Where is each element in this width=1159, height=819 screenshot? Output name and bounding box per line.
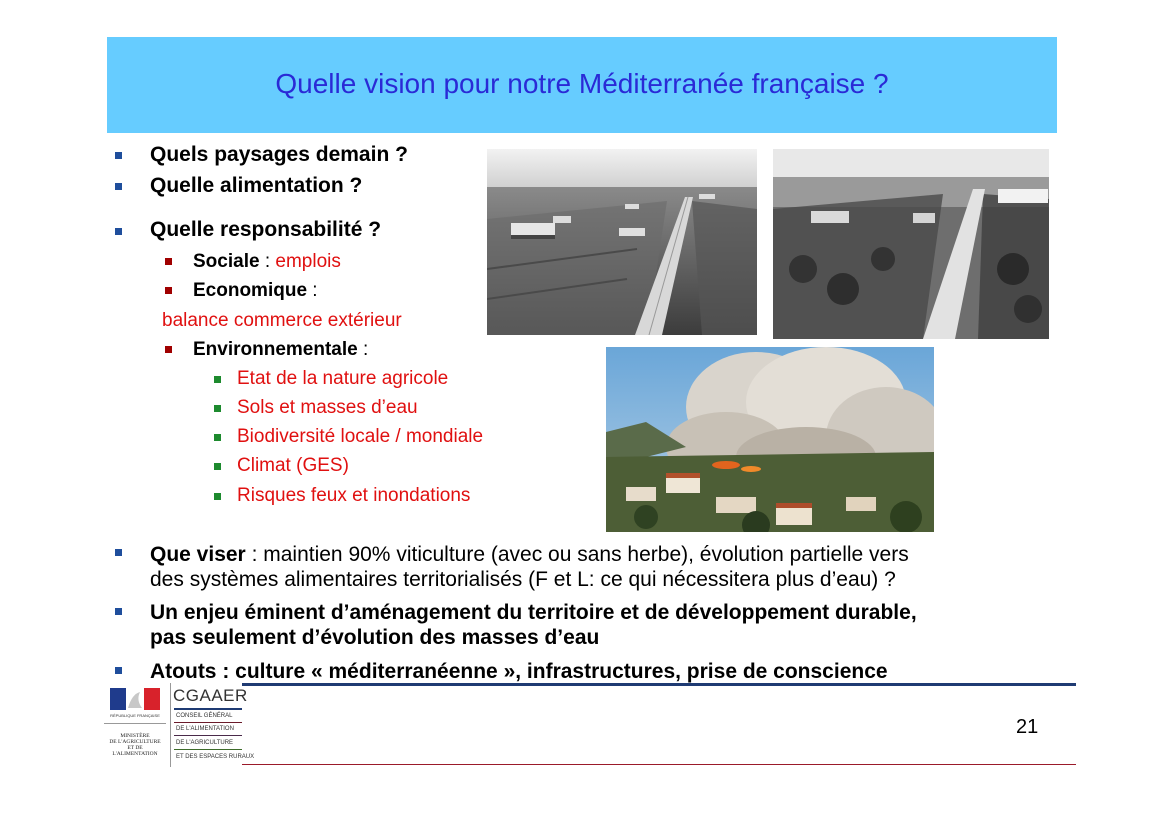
logo-divider (104, 723, 166, 724)
sociale-value: emplois (275, 251, 341, 272)
sociale-label: Sociale (193, 251, 260, 272)
item-environnementale (193, 339, 368, 361)
ministere-text (100, 733, 170, 757)
atouts-line: Atouts : culture « méditerranéenne », infrastructures, prise de conscience (150, 660, 888, 683)
wildfire-photo (606, 347, 934, 532)
slide-title: Quelle vision pour notre Méditerranée française ? (275, 68, 889, 99)
cgaaer-subtitle: ET DES ESPACES RURAUX (176, 754, 255, 760)
env-item: Climat (GES) (237, 455, 349, 476)
bullet-square-green (214, 405, 221, 412)
marianne-flag-icon (110, 688, 160, 710)
ministere-line: L'ALIMENTATION (112, 751, 158, 757)
cgaaer-logo-text: CGAAER (173, 686, 248, 705)
question-responsabilite: Quelle responsabilité ? (150, 218, 382, 241)
ministere-line: DE L'AGRICULTURE (109, 739, 161, 745)
footer-divider-red (242, 764, 1076, 765)
economique-value: balance commerce extérieur (162, 310, 402, 331)
bullet-square-red (165, 287, 172, 294)
env-item: Sols et masses d’eau (237, 397, 418, 418)
ministere-line: ET DE (127, 745, 143, 751)
page-number: 21 (1016, 716, 1039, 738)
viser-text-line1: : maintien 90% viticulture (avec ou sans herbe), évolution partielle vers (245, 543, 909, 566)
question-alimentation: Quelle alimentation ? (150, 174, 363, 197)
bullet-square (115, 183, 122, 190)
bullet-square-green (214, 493, 221, 500)
env-item: Etat de la nature agricole (237, 368, 449, 389)
enjeu-paragraph (150, 600, 1070, 650)
sociale-separator: : (259, 251, 276, 272)
cgaaer-line-blue (174, 708, 242, 710)
env-item: Risques feux et inondations (237, 485, 471, 506)
bullet-square-red (165, 258, 172, 265)
viser-text-line2: des systèmes alimentaires territorialisés (F et L: ce qui nécessitera plus d’eau) ? (150, 568, 896, 591)
item-sociale (193, 251, 341, 273)
env-separator: : (357, 339, 369, 360)
env-label: Environnementale (193, 339, 358, 360)
bullet-square-red (165, 346, 172, 353)
cgaaer-line-purple (174, 735, 242, 736)
economique-label: Economique (193, 280, 308, 301)
aerial-photo-plain (487, 149, 757, 335)
que-viser-paragraph (150, 542, 1070, 592)
viser-label: Que viser (150, 543, 246, 566)
bullet-square (115, 228, 122, 235)
env-item: Biodiversité locale / mondiale (237, 426, 484, 447)
bullet-square-green (214, 463, 221, 470)
bullet-square (115, 549, 122, 556)
bullet-square-green (214, 434, 221, 441)
footer-divider-blue (242, 683, 1076, 686)
cgaaer-subtitle: CONSEIL GÉNÉRAL (176, 713, 233, 719)
ministere-line: MINISTÈRE (120, 733, 150, 739)
economique-separator: : (307, 280, 318, 301)
cgaaer-line-green (174, 749, 242, 750)
bullet-square-green (214, 376, 221, 383)
cgaaer-subtitle: DE L'AGRICULTURE (176, 740, 234, 746)
enjeu-line2: pas seulement d’évolution des masses d’eau (150, 626, 600, 649)
item-economique (193, 280, 318, 302)
cgaaer-subtitle: DE L'ALIMENTATION (176, 726, 234, 732)
aerial-photo-developed (773, 149, 1049, 339)
question-paysages: Quels paysages demain ? (150, 143, 408, 166)
bullet-square (115, 608, 122, 615)
bullet-square (115, 152, 122, 159)
ministere-logo (100, 683, 171, 767)
enjeu-line1: Un enjeu éminent d’aménagement du territoire et de développement durable, (150, 601, 917, 624)
cgaaer-line-red (174, 722, 242, 723)
bullet-square (115, 667, 122, 674)
republique-text: RÉPUBLIQUE FRANÇAISE (110, 713, 160, 718)
